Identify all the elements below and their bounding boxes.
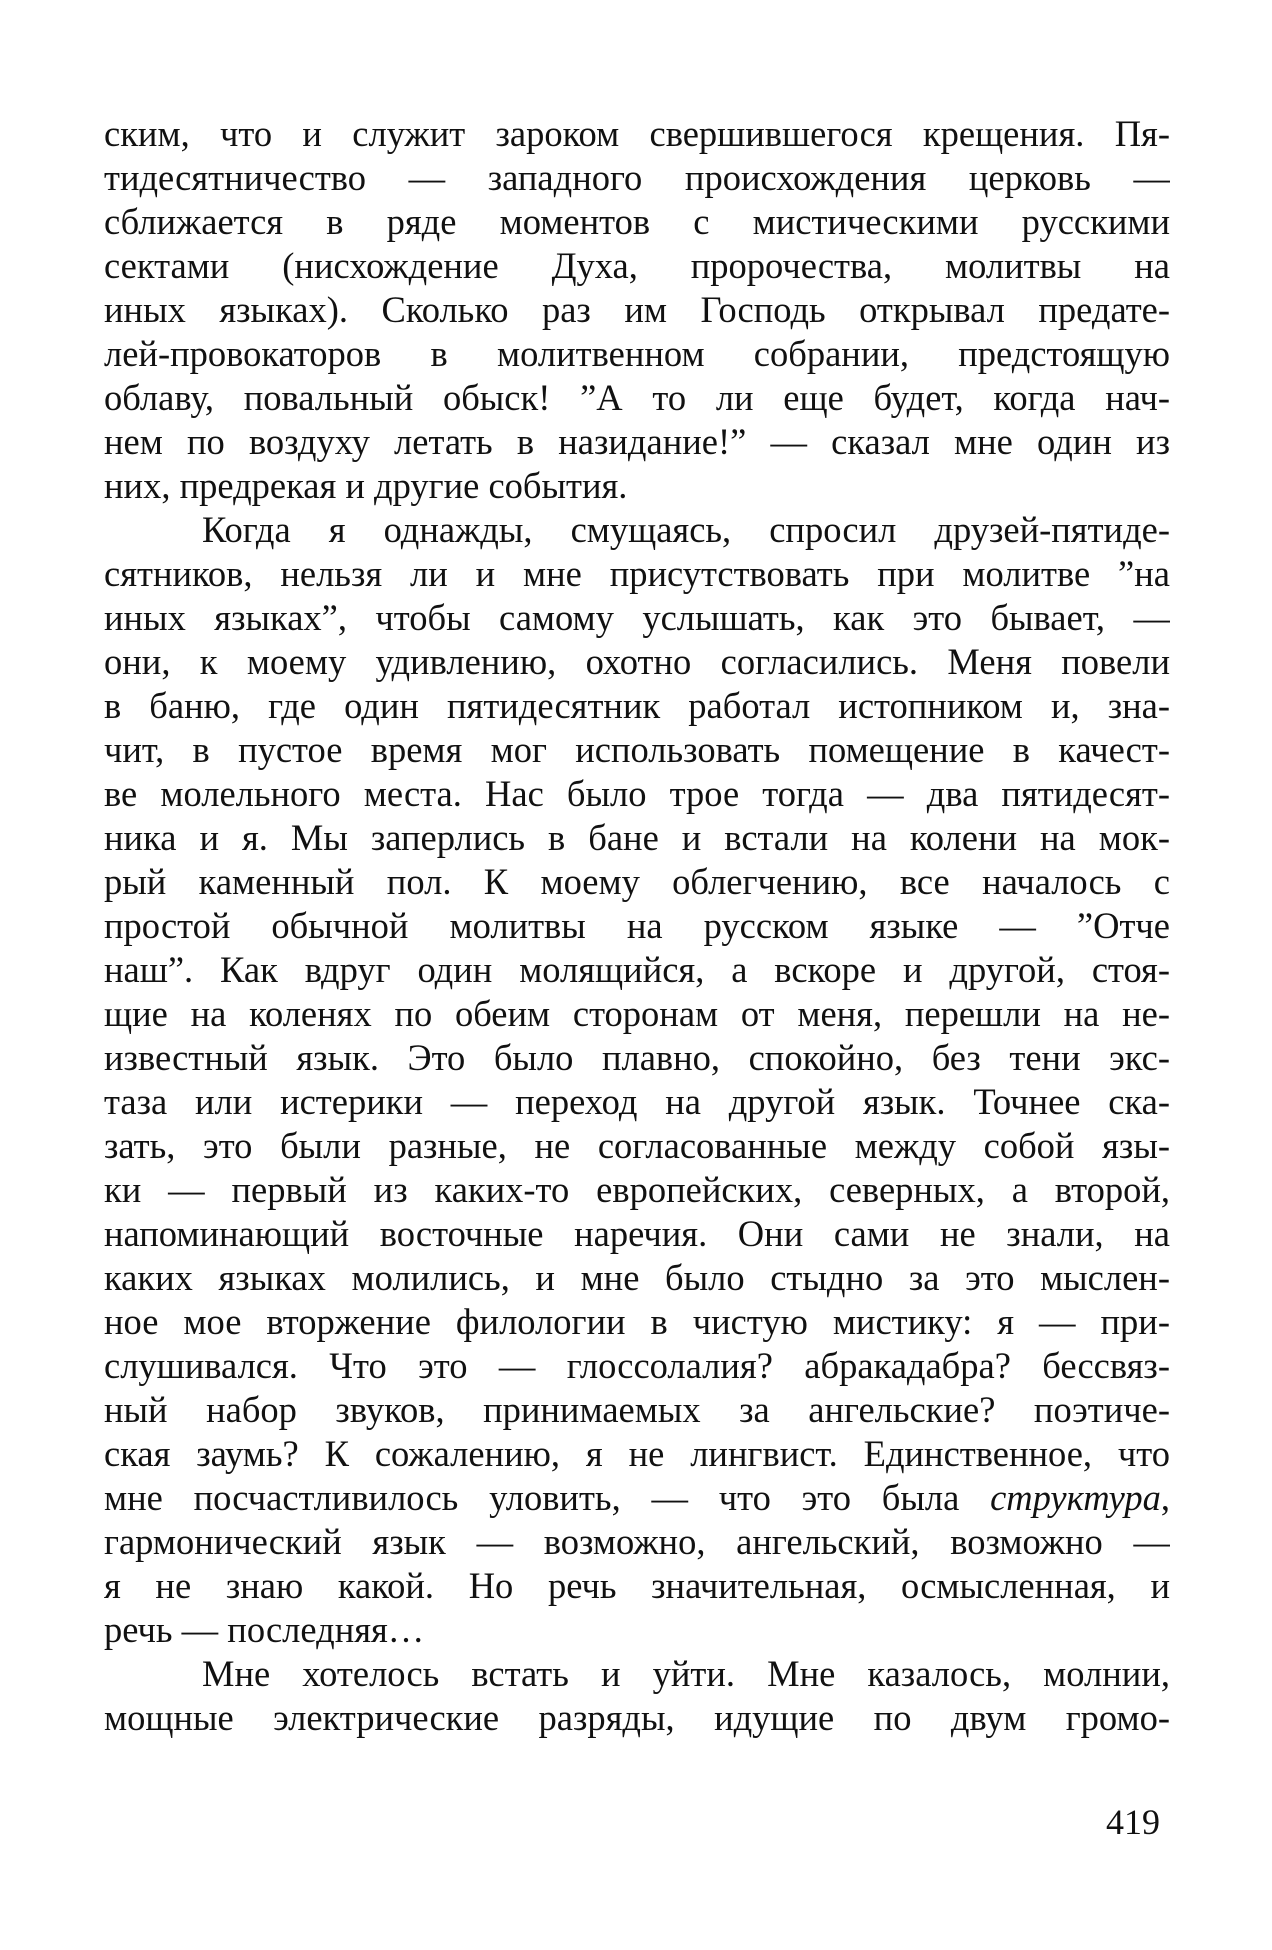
text-line-37: мощные электрические разряды, идущие по двум громо-	[104, 1697, 1170, 1738]
text-line-16: ве молельного места. Нас было трое тогда — два пятидесят-	[104, 773, 1170, 814]
page-text	[104, 112, 1170, 1740]
text-line-2: тидесятничество — западного происхождения церковь —	[104, 157, 1170, 198]
text-line-12: иных языках”, чтобы самому услышать, как это бывает, —	[104, 597, 1170, 638]
text-line-6: лей-провокаторов в молитвенном собрании, предстоящую	[104, 333, 1170, 374]
text-line-18: рый каменный пол. К моему облегчению, все началось с	[104, 861, 1170, 902]
page-number: 419	[1106, 1802, 1160, 1842]
text-line-36: Мне хотелось встать и уйти. Мне казалось, молнии,	[202, 1653, 1170, 1694]
text-line-10: Когда я однажды, смущаясь, спросил друзей-пятиде-	[202, 509, 1170, 550]
text-line-14: в баню, где один пятидесятник работал истопником и, зна-	[104, 685, 1170, 726]
text-line-5: иных языках). Сколько раз им Господь открывал предате-	[104, 289, 1170, 330]
text-line-19: простой обычной молитвы на русском языке — ”Отче	[104, 905, 1170, 946]
emphasis-punctuation: ,	[1160, 1477, 1170, 1518]
emphasis-word: структура	[990, 1477, 1161, 1518]
text-line-25: ки — первый из каких-то европейских, северных, а второй,	[104, 1169, 1170, 1210]
text-line-23: таза или истерики — переход на другой язык. Точнее ска-	[104, 1081, 1170, 1122]
text-line-22: известный язык. Это было плавно, спокойно, без тени экс-	[104, 1037, 1170, 1078]
text-line-1: ским, что и служит зароком свершившегося крещения. Пя-	[104, 113, 1170, 154]
text-line-24: зать, это были разные, не согласованные между собой язы-	[104, 1125, 1170, 1166]
text-line-34: я не знаю какой. Но речь значительная, осмысленная, и	[104, 1565, 1170, 1606]
text-line-7: облаву, повальный обыск! ”А то ли еще будет, когда нач-	[104, 377, 1170, 418]
text-line-30: ный набор звуков, принимаемых за ангельские? поэтиче-	[104, 1389, 1170, 1430]
text-line-15: чит, в пустое время мог использовать помещение в качест-	[104, 729, 1170, 770]
text-line-35: речь — последняя…	[104, 1609, 425, 1650]
text-line-28: ное мое вторжение филологии в чистую мистику: я — при-	[104, 1301, 1170, 1342]
text-line-13: они, к моему удивлению, охотно согласились. Меня повели	[104, 641, 1170, 682]
text-line-11: сятников, нельзя ли и мне присутствовать при молитве ”на	[104, 553, 1170, 594]
text-line-31: ская заумь? К сожалению, я не лингвист. Единственное, что	[104, 1433, 1170, 1474]
text-line-21: щие на коленях по обеим сторонам от меня, перешли на не-	[104, 993, 1170, 1034]
text-line-33: гармонический язык — возможно, ангельский, возможно —	[104, 1521, 1170, 1562]
text-line-3: сближается в ряде моментов с мистическими русскими	[104, 201, 1170, 242]
text-line-20: наш”. Как вдруг один молящийся, а вскоре и другой, стоя-	[104, 949, 1170, 990]
text-line-32	[104, 1476, 1170, 1520]
text-line-29: слушивался. Что это — глоссолалия? абракадабра? бессвяз-	[104, 1345, 1170, 1386]
text-line-4: сектами (нисхождение Духа, пророчества, молитвы на	[104, 245, 1170, 286]
text-line-26: напоминающий восточные наречия. Они сами не знали, на	[104, 1213, 1170, 1254]
text-line-17: ника и я. Мы заперлись в бане и встали на колени на мок-	[104, 817, 1170, 858]
text-line-8: нем по воздуху летать в назидание!” — сказал мне один из	[104, 421, 1170, 462]
text-line-27: каких языках молились, и мне было стыдно за это мыслен-	[104, 1257, 1170, 1298]
text-line-9: них, предрекая и другие события.	[104, 465, 628, 506]
text-line-32-main: мне посчастливилось уловить, — что это была	[104, 1477, 991, 1518]
